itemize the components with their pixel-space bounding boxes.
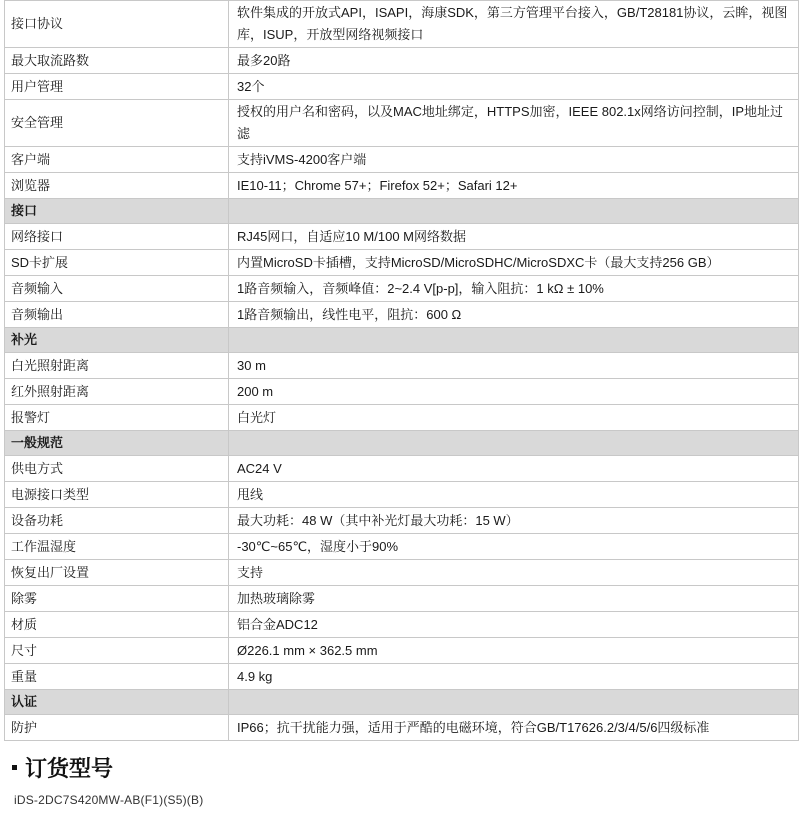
spec-row bbox=[5, 173, 799, 199]
spec-value: IP66；抗干扰能力强，适用于严酷的电磁环境，符合GB/T17626.2/3/4/5/6四级标准 bbox=[229, 715, 799, 741]
spec-label: 音频输入 bbox=[5, 276, 229, 302]
spec-value: 白光灯 bbox=[229, 405, 799, 431]
spec-row bbox=[5, 508, 799, 534]
order-model: iDS-2DC7S420MW-AB(F1)(S5)(B) bbox=[14, 793, 204, 807]
order-title: 订货型号 bbox=[25, 756, 114, 781]
spec-label: 网络接口 bbox=[5, 224, 229, 250]
spec-row bbox=[5, 638, 799, 664]
section-header-fill bbox=[229, 328, 799, 353]
section-header-label: 认证 bbox=[5, 690, 229, 715]
spec-row bbox=[5, 586, 799, 612]
spec-value: 内置MicroSD卡插槽，支持MicroSD/MicroSDHC/MicroSDXC卡（最大支持256 GB） bbox=[229, 250, 799, 276]
spec-label: 白光照射距离 bbox=[5, 353, 229, 379]
spec-row bbox=[5, 715, 799, 741]
section-header-fill bbox=[229, 690, 799, 715]
spec-row bbox=[5, 664, 799, 690]
spec-label: 尺寸 bbox=[5, 638, 229, 664]
spec-value: 授权的用户名和密码，以及MAC地址绑定，HTTPS加密，IEEE 802.1x网络访问控制，IP地址过滤 bbox=[229, 100, 799, 147]
spec-row bbox=[5, 353, 799, 379]
spec-label: 重量 bbox=[5, 664, 229, 690]
spec-value: -30℃~65℃，湿度小于90% bbox=[229, 534, 799, 560]
order-heading bbox=[10, 752, 203, 783]
spec-value: 支持iVMS-4200客户端 bbox=[229, 147, 799, 173]
spec-value: 200 m bbox=[229, 379, 799, 405]
spec-row bbox=[5, 1, 799, 48]
spec-table-body bbox=[5, 1, 799, 741]
spec-label: 恢复出厂设置 bbox=[5, 560, 229, 586]
section-header-fill bbox=[229, 431, 799, 456]
spec-value: IE10-11；Chrome 57+；Firefox 52+；Safari 12+ bbox=[229, 173, 799, 199]
spec-value: 最多20路 bbox=[229, 48, 799, 74]
spec-label: 音频输出 bbox=[5, 302, 229, 328]
spec-row bbox=[5, 482, 799, 508]
spec-label: 接口协议 bbox=[5, 1, 229, 48]
spec-row bbox=[5, 276, 799, 302]
spec-value: 30 m bbox=[229, 353, 799, 379]
spec-value: 软件集成的开放式API，ISAPI，海康SDK，第三方管理平台接入，GB/T28181协议，云眸，视图库，ISUP，开放型网络视频接口 bbox=[229, 1, 799, 48]
spec-label: 电源接口类型 bbox=[5, 482, 229, 508]
section-header-fill bbox=[229, 199, 799, 224]
spec-row bbox=[5, 612, 799, 638]
spec-label: 设备功耗 bbox=[5, 508, 229, 534]
spec-label: 浏览器 bbox=[5, 173, 229, 199]
spec-label: 客户端 bbox=[5, 147, 229, 173]
spec-value: 32个 bbox=[229, 74, 799, 100]
order-section bbox=[10, 752, 203, 807]
section-header-label: 接口 bbox=[5, 199, 229, 224]
spec-row bbox=[5, 302, 799, 328]
section-header-label: 补光 bbox=[5, 328, 229, 353]
section-header-label: 一般规范 bbox=[5, 431, 229, 456]
spec-value: 1路音频输出，线性电平，阻抗：600 Ω bbox=[229, 302, 799, 328]
spec-label: 用户管理 bbox=[5, 74, 229, 100]
spec-value: 铝合金ADC12 bbox=[229, 612, 799, 638]
spec-row bbox=[5, 534, 799, 560]
spec-row bbox=[5, 456, 799, 482]
spec-table bbox=[4, 0, 799, 741]
section-header-row bbox=[5, 431, 799, 456]
spec-value: 支持 bbox=[229, 560, 799, 586]
spec-row bbox=[5, 48, 799, 74]
spec-label: 工作温湿度 bbox=[5, 534, 229, 560]
spec-row bbox=[5, 100, 799, 147]
section-header-row bbox=[5, 690, 799, 715]
spec-row bbox=[5, 224, 799, 250]
spec-label: 红外照射距离 bbox=[5, 379, 229, 405]
spec-row bbox=[5, 379, 799, 405]
spec-row bbox=[5, 147, 799, 173]
section-header-row bbox=[5, 328, 799, 353]
spec-label: 报警灯 bbox=[5, 405, 229, 431]
spec-row bbox=[5, 74, 799, 100]
spec-value: 加热玻璃除雾 bbox=[229, 586, 799, 612]
spec-label: 除雾 bbox=[5, 586, 229, 612]
spec-label: SD卡扩展 bbox=[5, 250, 229, 276]
spec-value: AC24 V bbox=[229, 456, 799, 482]
spec-value: 最大功耗：48 W（其中补光灯最大功耗：15 W） bbox=[229, 508, 799, 534]
spec-label: 防护 bbox=[5, 715, 229, 741]
spec-value: 甩线 bbox=[229, 482, 799, 508]
spec-value: 4.9 kg bbox=[229, 664, 799, 690]
spec-value: RJ45网口，自适应10 M/100 M网络数据 bbox=[229, 224, 799, 250]
spec-value: 1路音频输入，音频峰值：2~2.4 V[p-p]，输入阻抗：1 kΩ ± 10% bbox=[229, 276, 799, 302]
spec-label: 最大取流路数 bbox=[5, 48, 229, 74]
spec-row bbox=[5, 560, 799, 586]
spec-label: 供电方式 bbox=[5, 456, 229, 482]
spec-row bbox=[5, 405, 799, 431]
section-header-row bbox=[5, 199, 799, 224]
spec-value: Ø226.1 mm × 362.5 mm bbox=[229, 638, 799, 664]
spec-row bbox=[5, 250, 799, 276]
bullet-icon bbox=[12, 765, 17, 770]
spec-label: 材质 bbox=[5, 612, 229, 638]
spec-label: 安全管理 bbox=[5, 100, 229, 147]
